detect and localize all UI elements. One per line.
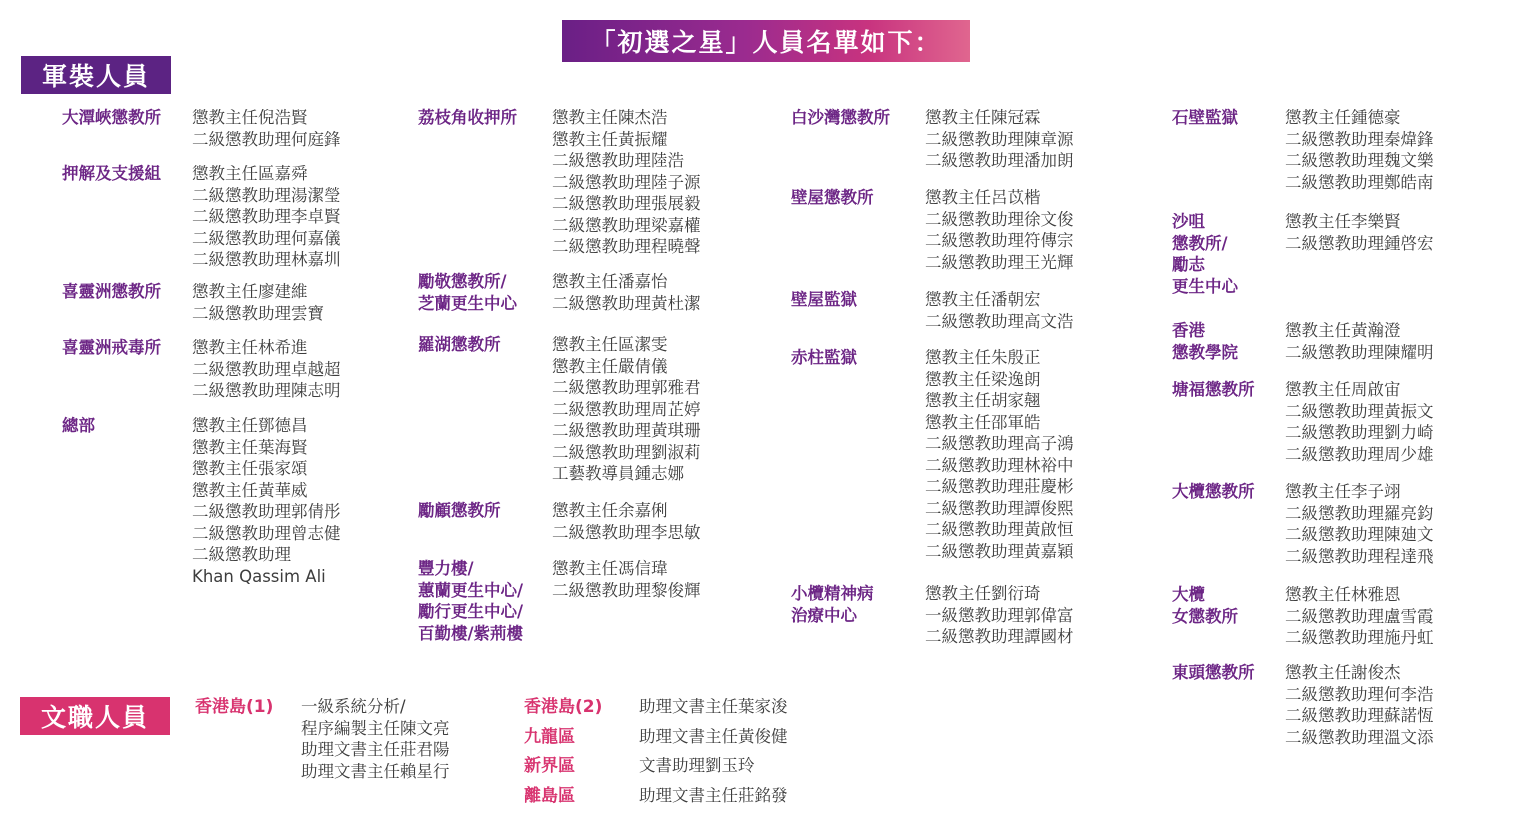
staff-name: 二級懲教助理陳章源 — [925, 129, 1074, 149]
staff-name: 懲教主任區嘉舜 — [192, 164, 308, 183]
staff-name: 懲教主任謝俊杰 — [1285, 663, 1401, 682]
staff-name: 二級懲教助理陸子源 — [552, 172, 701, 192]
unit-group — [418, 558, 701, 644]
staff-name: 二級懲教助理譚國材 — [925, 627, 1074, 646]
unit-name: 豐力樓/ 蕙蘭更生中心/ 勵行更生中心/ 百勤樓/紫荊樓 — [418, 559, 524, 643]
staff-name: 二級懲教助理何庭鋒 — [192, 129, 341, 149]
staff-name: 二級懲教助理盧雪霞 — [1285, 606, 1434, 626]
staff-name: 懲教主任林雅恩 — [1285, 585, 1401, 604]
staff-list — [552, 500, 701, 543]
staff-name: 懲教主任胡家翹 — [925, 391, 1041, 410]
staff-name: 二級懲教助理何李浩 — [1285, 684, 1434, 704]
staff-name: 懲教主任倪浩賢 — [192, 108, 308, 127]
staff-name: 助理文書主任莊君陽 — [301, 740, 450, 759]
staff-list — [192, 107, 341, 150]
staff-name: 二級懲教助理譚俊熙 — [925, 498, 1074, 518]
staff-name: 二級懲教助理何嘉儀 — [192, 228, 341, 248]
staff-name: 二級懲教助理莊慶彬 — [925, 477, 1074, 496]
staff-list — [1285, 481, 1434, 567]
unit-name: 新界區 — [524, 756, 575, 776]
staff-name: 懲教主任周啟宙 — [1285, 380, 1401, 399]
unit-name: 勵敬懲教所/ 芝蘭更生中心 — [418, 272, 517, 313]
staff-name: 二級懲教助理程達飛 — [1285, 546, 1434, 566]
unit-group — [1172, 379, 1434, 465]
unit-name: 總部 — [62, 416, 95, 435]
unit-name: 石壁監獄 — [1172, 108, 1238, 127]
staff-name: 程序編製主任陳文亮 — [301, 718, 450, 738]
unit-name: 勵顧懲教所 — [418, 501, 501, 520]
staff-name: 二級懲教助理黎俊輝 — [552, 580, 701, 600]
staff-list — [192, 415, 341, 587]
unit-group — [1172, 211, 1434, 297]
staff-list — [552, 271, 701, 314]
staff-name: 二級懲教助理湯潔瑩 — [192, 185, 341, 205]
unit-name: 荔枝角收押所 — [418, 108, 517, 127]
staff-name: 助理文書主任莊銘發 — [639, 786, 788, 805]
staff-name: 懲教主任黃華威 — [192, 480, 308, 500]
staff-list — [192, 337, 341, 402]
staff-name: 懲教主任林希進 — [192, 338, 308, 357]
unit-name: 香港島(1) — [195, 697, 274, 717]
staff-list — [925, 107, 1074, 172]
staff-name: Khan Qassim Ali — [192, 566, 326, 586]
unit-name: 九龍區 — [524, 727, 575, 747]
staff-list — [925, 583, 1074, 648]
staff-list — [192, 281, 324, 324]
staff-name: 二級懲教助理李卓賢 — [192, 207, 341, 226]
staff-name: 助理文書主任黃俊健 — [639, 727, 788, 746]
unit-name: 大欖 女懲教所 — [1172, 585, 1238, 626]
staff-name: 二級懲教助理鍾啓宏 — [1285, 233, 1434, 253]
unit-name: 塘福懲教所 — [1172, 380, 1255, 399]
staff-name: 二級懲教助理徐文俊 — [925, 209, 1074, 229]
staff-name: 懲教主任呂苡楷 — [925, 188, 1041, 207]
staff-list — [639, 726, 788, 748]
unit-group — [62, 281, 324, 324]
unit-name: 喜靈洲懲教所 — [62, 282, 161, 301]
unit-name: 小欖精神病 治療中心 — [791, 584, 874, 625]
staff-name: 二級懲教助理陳耀明 — [1285, 342, 1434, 362]
staff-name: 懲教主任區潔雯 — [552, 335, 668, 354]
staff-name: 懲教主任張家頌 — [192, 459, 308, 478]
staff-name: 二級懲教助理周少雄 — [1285, 444, 1434, 464]
unit-name: 香港島(2) — [524, 697, 603, 717]
unit-group — [418, 271, 701, 314]
unit-name: 大潭峽懲教所 — [62, 108, 161, 127]
staff-name: 二級懲教助理秦煒鋒 — [1285, 129, 1434, 149]
staff-name: 二級懲教助理黃杜潔 — [552, 293, 701, 313]
staff-name: 二級懲教助理張展毅 — [552, 194, 701, 213]
staff-name: 二級懲教助理高子鴻 — [925, 434, 1074, 453]
staff-name: 懲教主任葉海賢 — [192, 437, 308, 457]
unit-name: 押解及支援組 — [62, 164, 161, 183]
staff-name: 懲教主任鄧德昌 — [192, 416, 308, 435]
staff-name: 二級懲教助理魏文樂 — [1285, 151, 1434, 170]
civil-unit-group — [524, 726, 788, 748]
staff-name: 二級懲教助理 — [192, 545, 291, 564]
staff-name: 懲教主任鍾德豪 — [1285, 108, 1401, 127]
civil-unit-group — [524, 755, 755, 777]
staff-name: 懲教主任朱殷正 — [925, 348, 1041, 367]
unit-group — [791, 187, 1074, 273]
staff-name: 二級懲教助理陳志明 — [192, 381, 341, 400]
staff-name: 懲教主任劉衍琦 — [925, 584, 1041, 603]
unit-group — [1172, 481, 1434, 567]
staff-name: 二級懲教助理劉力崎 — [1285, 423, 1434, 442]
unit-group — [62, 107, 341, 150]
staff-list — [1285, 584, 1434, 649]
unit-name: 喜靈洲戒毒所 — [62, 338, 161, 357]
staff-name: 助理文書主任賴星行 — [301, 761, 450, 781]
unit-name: 壁屋懲教所 — [791, 188, 874, 207]
staff-name: 二級懲教助理施丹虹 — [1285, 628, 1434, 647]
civil-unit-group — [524, 696, 788, 718]
unit-group — [791, 289, 1074, 332]
staff-name: 二級懲教助理黃振文 — [1285, 401, 1434, 421]
unit-group — [418, 107, 701, 258]
unit-name: 沙咀 懲教所/ 勵志 更生中心 — [1172, 212, 1238, 296]
civilian-staff-label: 文職人員 — [20, 697, 170, 735]
staff-name: 二級懲教助理鄭皓南 — [1285, 172, 1434, 192]
staff-name: 二級懲教助理羅亮鈞 — [1285, 503, 1434, 523]
staff-name: 二級懲教助理黃琪珊 — [552, 421, 701, 440]
unit-name: 離島區 — [524, 786, 575, 806]
staff-list — [639, 785, 788, 807]
staff-name: 二級懲教助理潘加朗 — [925, 151, 1074, 170]
staff-name: 二級懲教助理符傳宗 — [925, 231, 1074, 250]
staff-name: 二級懲教助理雲寶 — [192, 303, 324, 323]
staff-name: 懲教主任潘嘉怡 — [552, 272, 668, 291]
staff-name: 二級懲教助理林裕中 — [925, 455, 1074, 475]
unit-group — [1172, 584, 1434, 649]
unit-group — [418, 334, 701, 485]
staff-name: 二級懲教助理陳廸文 — [1285, 525, 1434, 544]
unit-group — [1172, 662, 1434, 748]
unit-group — [791, 583, 1074, 648]
unit-group — [62, 337, 341, 402]
staff-name: 懲教主任李子翊 — [1285, 482, 1401, 501]
staff-list — [639, 755, 755, 777]
staff-name: 二級懲教助理林嘉圳 — [192, 250, 341, 269]
staff-name: 懲教主任陳冠霖 — [925, 108, 1041, 127]
unit-name: 大欖懲教所 — [1172, 482, 1255, 501]
staff-name: 二級懲教助理劉淑莉 — [552, 442, 701, 462]
staff-name: 二級懲教助理王光輝 — [925, 252, 1074, 272]
staff-name: 懲教主任邵軍皓 — [925, 412, 1041, 432]
unit-group — [62, 163, 341, 271]
unit-group — [1172, 320, 1434, 363]
staff-list — [639, 696, 788, 718]
staff-name: 一級懲教助理郭偉富 — [925, 605, 1074, 625]
staff-list — [925, 289, 1074, 332]
staff-list — [301, 696, 450, 782]
staff-list — [552, 334, 701, 485]
staff-name: 二級懲教助理黃啟恒 — [925, 520, 1074, 539]
civil-unit-group — [195, 696, 450, 782]
civil-unit-group — [524, 785, 788, 807]
staff-name: 懲教主任陳杰浩 — [552, 108, 668, 127]
uniform-staff-label: 軍裝人員 — [21, 56, 171, 94]
staff-name: 助理文書主任葉家浚 — [639, 697, 788, 716]
staff-name: 懲教主任梁逸朗 — [925, 369, 1041, 389]
staff-name: 二級懲教助理高文浩 — [925, 311, 1074, 331]
staff-name: 二級懲教助理李思敏 — [552, 522, 701, 542]
staff-name: 二級懲教助理蘇諾恆 — [1285, 706, 1434, 725]
staff-list — [1285, 662, 1434, 748]
staff-list — [1285, 379, 1434, 465]
staff-name: 一級系統分析/ — [301, 697, 406, 716]
staff-name: 懲教主任馮信瑋 — [552, 559, 668, 578]
staff-list — [925, 187, 1074, 273]
staff-list — [552, 558, 701, 601]
staff-name: 文書助理劉玉玲 — [639, 756, 755, 775]
staff-name: 二級懲教助理黃嘉穎 — [925, 541, 1074, 561]
unit-group — [791, 347, 1074, 562]
unit-group — [418, 500, 701, 543]
staff-list — [925, 347, 1074, 562]
staff-name: 懲教主任余嘉俐 — [552, 501, 668, 520]
staff-name: 二級懲教助理曾志健 — [192, 523, 341, 543]
staff-name: 二級懲教助理梁嘉權 — [552, 215, 701, 235]
unit-name: 東頭懲教所 — [1172, 663, 1255, 682]
unit-name: 白沙灣懲教所 — [791, 108, 890, 127]
staff-name: 懲教主任潘朝宏 — [925, 290, 1041, 309]
staff-list — [1285, 107, 1434, 193]
staff-name: 二級懲教助理郭倩彤 — [192, 502, 341, 521]
page-title: 「初選之星」人員名單如下： — [562, 20, 970, 62]
staff-list — [192, 163, 341, 271]
unit-group — [1172, 107, 1434, 193]
staff-name: 二級懲教助理陸浩 — [552, 151, 684, 170]
staff-name: 二級懲教助理郭雅君 — [552, 378, 701, 397]
unit-name: 赤柱監獄 — [791, 348, 857, 367]
staff-list — [552, 107, 701, 258]
staff-name: 懲教主任黃振耀 — [552, 129, 668, 149]
unit-name: 香港 懲教學院 — [1172, 321, 1238, 362]
staff-name: 二級懲教助理卓越超 — [192, 359, 341, 379]
staff-name: 懲教主任黃瀚澄 — [1285, 321, 1401, 340]
staff-name: 二級懲教助理程曉聲 — [552, 237, 701, 256]
unit-name: 壁屋監獄 — [791, 290, 857, 309]
staff-name: 懲教主任廖建維 — [192, 282, 308, 301]
staff-name: 懲教主任嚴倩儀 — [552, 356, 668, 376]
unit-group — [791, 107, 1074, 172]
staff-name: 工藝教導員鍾志娜 — [552, 464, 684, 483]
staff-list — [1285, 320, 1434, 363]
staff-list — [1285, 211, 1434, 254]
staff-name: 懲教主任李樂賢 — [1285, 212, 1401, 231]
unit-group — [62, 415, 341, 587]
staff-name: 二級懲教助理溫文添 — [1285, 727, 1434, 747]
staff-name: 二級懲教助理周芷婷 — [552, 399, 701, 419]
unit-name: 羅湖懲教所 — [418, 335, 501, 354]
